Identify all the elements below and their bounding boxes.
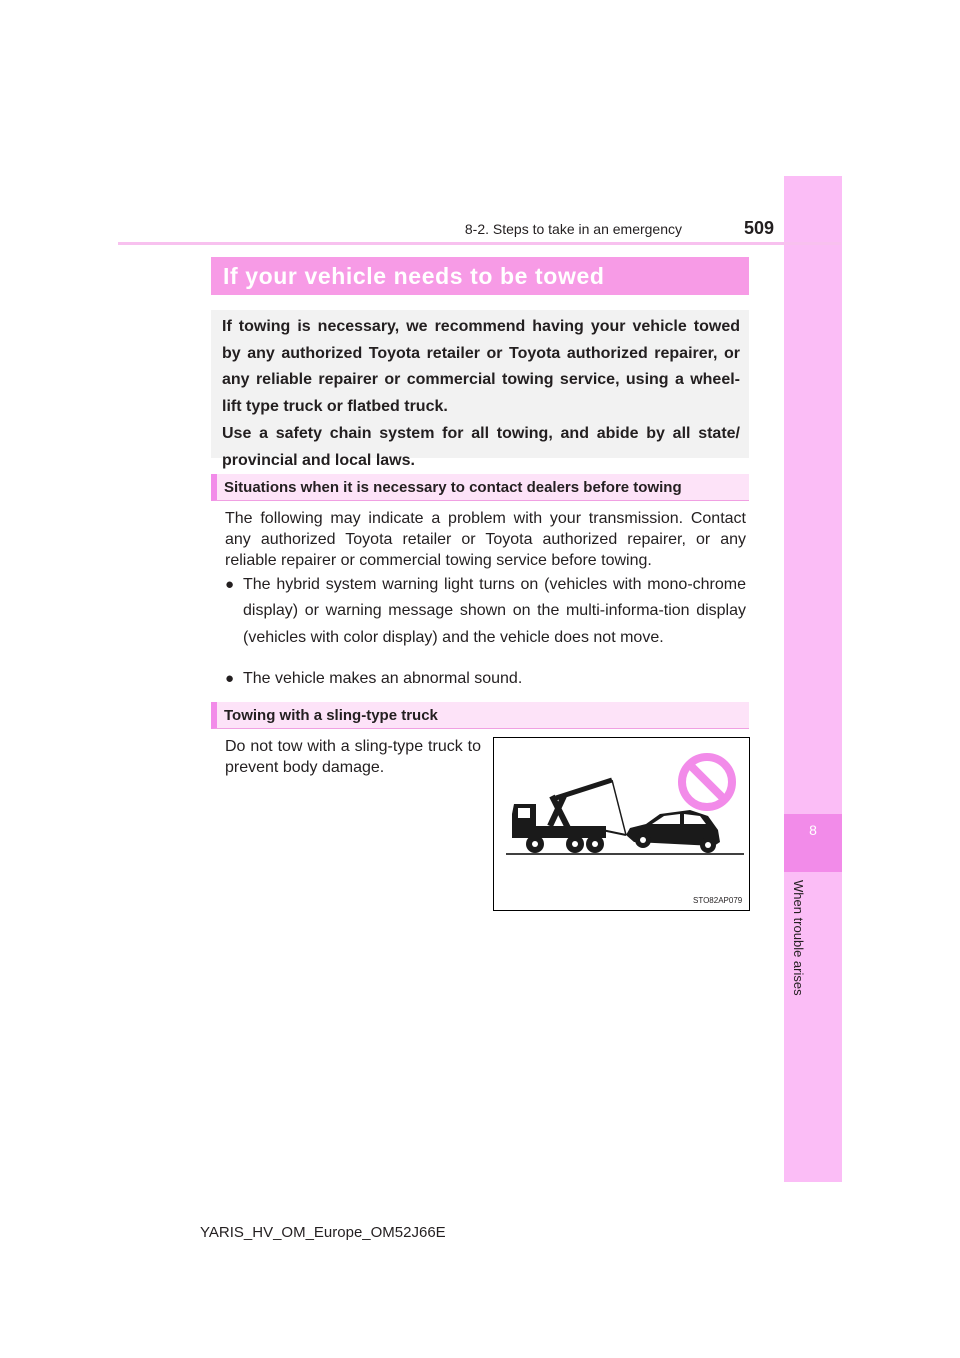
sling-type-body: Do not tow with a sling-type truck to prevent body damage. xyxy=(225,738,481,776)
section-heading: 8-2. Steps to take in an emergency xyxy=(464,221,682,237)
tow-truck-drawing xyxy=(494,738,749,910)
prohibition-icon xyxy=(682,757,732,807)
contact-dealers-body: The following may indicate a problem with your transmission. Contact any authorized Toyota retailer or Toyota authorized repairer, or any reliable repairer or commercial towing service before towing. xyxy=(225,510,746,569)
chapter-side-tab xyxy=(784,176,842,1182)
bullet-icon: ● xyxy=(225,576,235,593)
header-rule xyxy=(118,242,841,245)
intro-paragraph-2: Use a safety chain system for all towing, and abide by all state/ provincial and local laws. xyxy=(222,424,740,469)
tow-truck-icon xyxy=(512,780,626,853)
page-number: 509 xyxy=(743,218,774,238)
sling-truck-illustration xyxy=(493,737,750,911)
bullet-icon: ● xyxy=(225,670,235,687)
intro-paragraph-1: If towing is necessary, we recommend having your vehicle towed by any authorized Toyota retailer or Toyota authorized repairer, or any reliable repairer or commercial towing service, using a wheel-lift type truck or flatbed truck. xyxy=(222,318,740,416)
bullet-text: The vehicle makes an abnormal sound. xyxy=(243,670,523,687)
bullet-text: The hybrid system warning light turns on (vehicles with mono-chrome display) or warning message shown on the multi-informa-tion display (vehicles with color display) and the vehicle does not move. xyxy=(243,576,746,646)
list-item xyxy=(225,572,746,651)
page-title: If your vehicle needs to be towed xyxy=(223,263,605,289)
chapter-label: When trouble arises xyxy=(791,880,806,996)
figure-code: STO82AP079 xyxy=(693,896,743,905)
intro-text xyxy=(222,314,740,474)
sling-type-heading: Towing with a sling-type truck xyxy=(224,707,438,724)
document-footer: YARIS_HV_OM_Europe_OM52J66E xyxy=(200,1224,446,1241)
list-item xyxy=(225,666,746,692)
contact-dealers-heading: Situations when it is necessary to contact dealers before towing xyxy=(224,479,682,496)
towed-car-icon xyxy=(626,810,720,853)
chapter-number: 8 xyxy=(809,822,817,838)
